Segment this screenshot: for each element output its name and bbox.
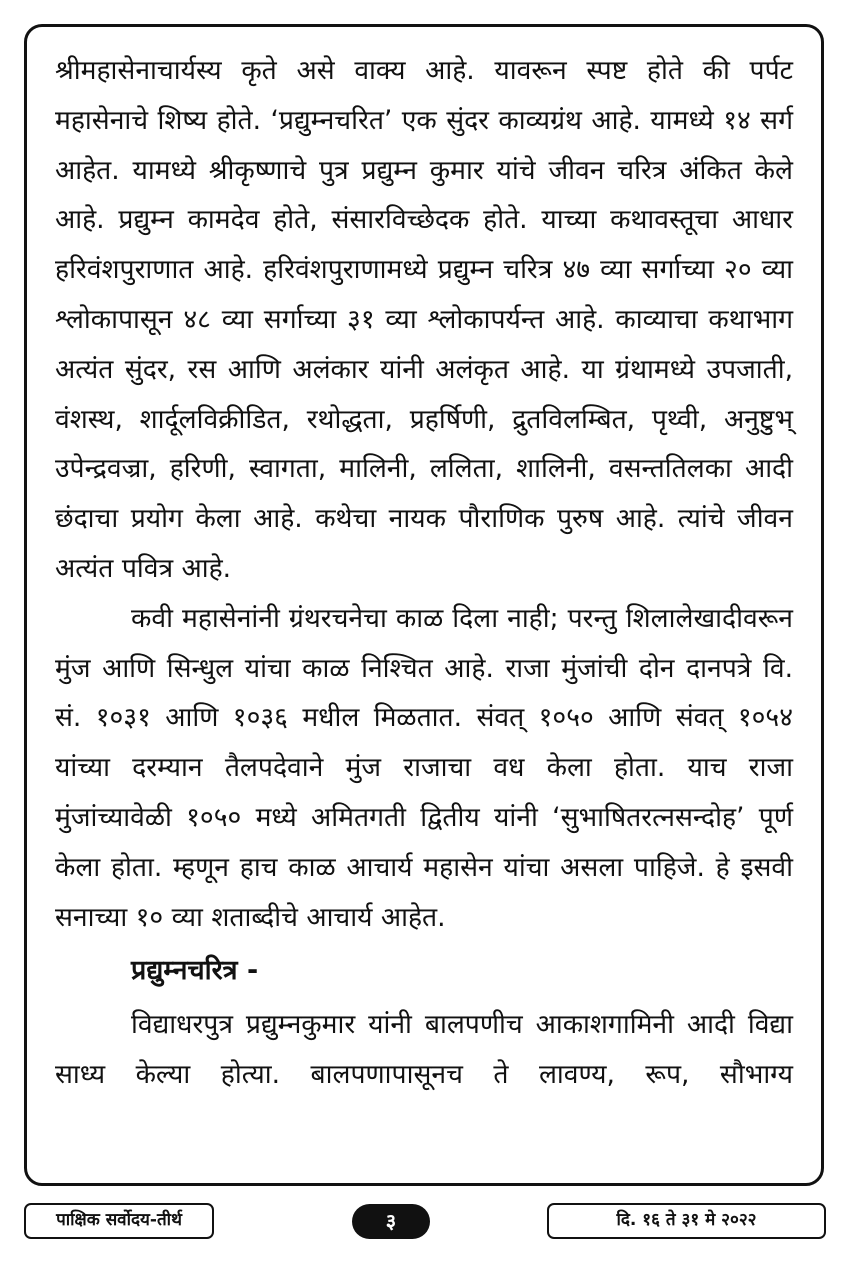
paragraph-1: श्रीमहासेनाचार्यस्य कृते असे वाक्य आहे. यावरून स्पष्ट होते की पर्पट महासेनाचे शिष्य होते. ‘प्रद्युम्नचरित’ एक सुंदर काव्यग्रंथ आहे. यामध्ये १४ सर्ग आहेत. यामध्ये श्रीकृष्णाचे पुत्र प्रद्युम्न कुमार यांचे जीवन चरित्र अंकित केले आहे. प्रद्युम्न कामदेव होते, संसारविच्छेदक होते. याच्या कथावस्तूचा आधार हरिवंशपुराणात आहे. हरिवंशपुराणामध्ये प्रद्युम्न चरित्र ४७ व्या सर्गाच्या २० व्या श्लोकापासून ४८ व्या सर्गाच्या ३१ व्या श्लोकापर्यन्त आहे. काव्याचा कथाभाग अत्यंत सुंदर, रस आणि अलंकार यांनी अलंकृत आहे. या ग्रंथामध्ये उपजाती, वंशस्थ, शार्दूलविक्रीडित, रथोद्धता, प्रहर्षिणी, द्रुतविलम्बित, पृथ्वी, अनुष्टुभ् उपेन्द्रवज्रा, हरिणी, स्वागता, मालिनी, ललिता, शालिनी, वसन्ततिलका आदी छंदाचा प्रयोग केला आहे. कथेचा नायक पौराणिक पुरुष आहे. त्यांचे जीवन अत्यंत पवित्र आहे.: [55, 55, 793, 584]
publication-name: पाक्षिक सर्वोदय-तीर्थ: [24, 1203, 214, 1239]
page-content: [55, 46, 793, 1100]
issue-date: दि. १६ ते ३१ मे २०२२: [547, 1203, 826, 1239]
page-number: ३: [352, 1204, 430, 1239]
section-heading: प्रद्युम्नचरित्र -: [131, 955, 259, 987]
paragraph-2: कवी महासेनांनी ग्रंथरचनेचा काळ दिला नाही; परन्तु शिलालेखादीवरून मुंज आणि सिन्धुल यांचा काळ निश्चित आहे. राजा मुंजांची दोन दानपत्रे वि. सं. १०३१ आणि १०३६ मधील मिळतात. संवत् १०५० आणि संवत् १०५४ यांच्या दरम्यान तैलपदेवाने मुंज राजाचा वध केला होता. याच राजा मुंजांच्यावेळी १०५० मध्ये अमितगती द्वितीय यांनी ‘सुभाषितरत्नसन्दोह’ पूर्ण केला होता. म्हणून हाच काळ आचार्य महासेन यांचा असला पाहिजे. हे इसवी सनाच्या १० व्या शताब्दीचे आचार्य आहेत.: [55, 602, 793, 933]
paragraph-3: विद्याधरपुत्र प्रद्युम्नकुमार यांनी बालपणीच आकाशगामिनी आदी विद्या साध्य केल्या होत्या. बालपणापासूनच ते लावण्य, रूप, सौभाग्य: [55, 1009, 793, 1091]
